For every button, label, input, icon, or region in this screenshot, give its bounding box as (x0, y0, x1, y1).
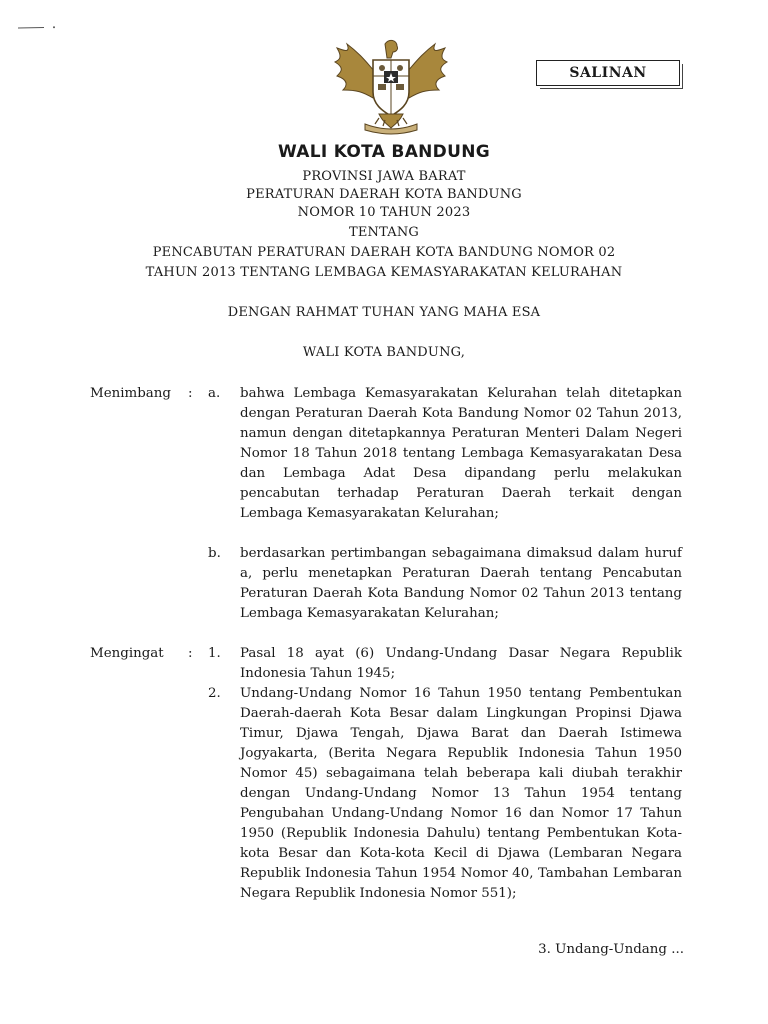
authority-line: WALI KOTA BANDUNG, (302, 345, 466, 360)
mengingat-marker-1: 1. (208, 646, 221, 661)
mengingat-label: Mengingat (90, 646, 164, 661)
mengingat-item-2: Undang-Undang Nomor 16 Tahun 1950 tentang Pembentukan Daerah-daerah Kota Besar dalam Lingkungan Propinsi Djawa Timur, Djawa Tengah, Djawa Barat dan Daerah Istimewa Jogyakarta, (Berita Negara Republik Indonesia Tahun 1950 Nomor 45) sebagaimana telah beberapa kali diubah terakhir dengan Undang-Undang Nomor 13 Tahun 1954 tentang Pengubahan Undang-Undang Nomor 16 dan Nomor 17 Tahun 1950 (Republik Indonesia Dahulu) tentang Pembentukan Kota-kota Besar dan Kota-kota Kecil di Djawa (Lembaran Negara Republik Indonesia Tahun 1954 Nomor 40, Tambahan Lembaran Negara Republik Indonesia Nomor 551); (240, 686, 682, 901)
regulation-number-line: NOMOR 10 TAHUN 2023 (297, 205, 471, 220)
preamble-line: DENGAN RAHMAT TUHAN YANG MAHA ESA (227, 305, 541, 320)
regulation-type-line: PERATURAN DAERAH KOTA BANDUNG (246, 187, 522, 202)
menimbang-colon: : (188, 386, 193, 401)
mengingat-colon: : (188, 646, 193, 661)
menimbang-label: Menimbang (90, 386, 171, 401)
regulation-subject-line-1: PENCABUTAN PERATURAN DAERAH KOTA BANDUNG NOMOR 02 (152, 245, 616, 260)
scan-mark-icon (18, 26, 58, 29)
next-page-reference: 3. Undang-Undang ... (538, 942, 684, 957)
regulation-subject-line-2: TAHUN 2013 TENTANG LEMBAGA KEMASYARAKATAN KELURAHAN (145, 265, 623, 280)
tentang-line: TENTANG (348, 225, 420, 240)
mengingat-item-1: Pasal 18 ayat (6) Undang-Undang Dasar Negara Republik Indonesia Tahun 1945; (240, 646, 682, 681)
menimbang-marker-a: a. (208, 386, 221, 401)
menimbang-marker-b: b. (208, 546, 221, 561)
garuda-emblem-icon (333, 36, 449, 136)
menimbang-item-a: bahwa Lembaga Kemasyarakatan Kelurahan telah ditetapkan dengan Peraturan Daerah Kota Bandung Nomor 02 Tahun 2013, namun dengan ditetapkannya Peraturan Menteri Dalam Negeri Nomor 18 Tahun 2018 tentang Lembaga Kemasyarakatan Desa dan Lembaga Adat Desa dipandang perlu melakukan pencabutan terhadap Peraturan Daerah terkait dengan Lembaga Kemasyarakatan Kelurahan; (240, 386, 682, 521)
mengingat-marker-2: 2. (208, 686, 221, 701)
province-line: PROVINSI JAWA BARAT (302, 169, 466, 184)
issuer-title: WALI KOTA BANDUNG (278, 142, 490, 162)
salinan-stamp: SALINAN (536, 60, 680, 86)
menimbang-item-b: berdasarkan pertimbangan sebagaimana dimaksud dalam huruf a, perlu menetapkan Peraturan Daerah tentang Pencabutan Peraturan Daerah Kota Bandung Nomor 02 Tahun 2013 tentang Lembaga Kemasyarakatan Kelurahan; (240, 546, 682, 621)
